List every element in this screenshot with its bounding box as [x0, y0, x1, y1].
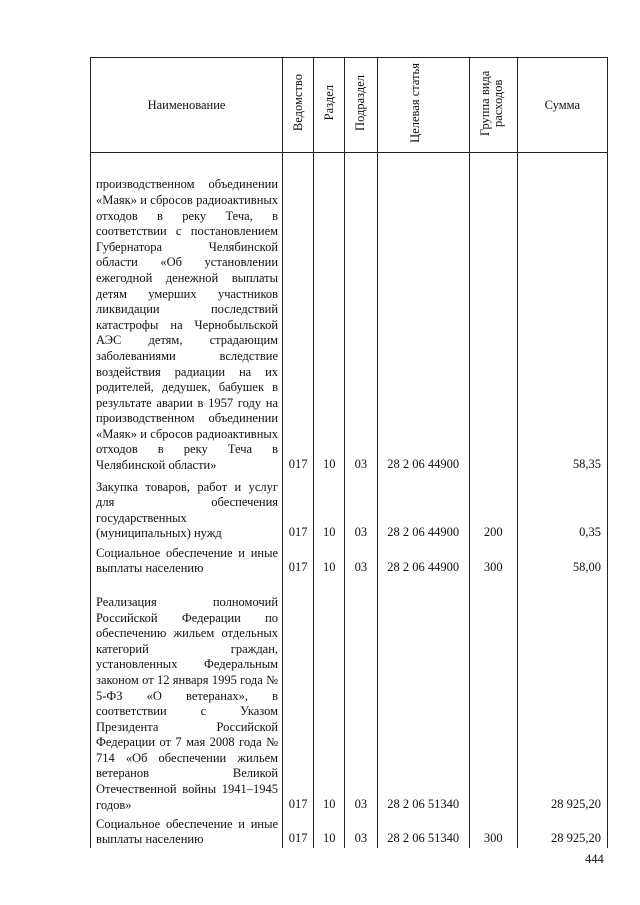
row-summa: 28 925,20 — [517, 577, 607, 814]
row-summa: 58,35 — [517, 153, 607, 474]
table-row — [91, 813, 608, 848]
table-header-row — [91, 58, 608, 153]
row-celevaya-statya: 28 2 06 51340 — [377, 813, 469, 848]
budget-table — [90, 57, 608, 848]
row-razdel: 10 — [314, 577, 345, 814]
row-name: Реализация полномочий Российской Федерации по обеспечению жильем отдельных категорий граждан, установленных Федеральным законом от 12 января 1995 года № 5-ФЗ «О ветеранах», в соответствии с Указом Президента Российской Федерации от 7 мая 2008 года № 714 «Об обеспечении жильем ветеранов Великой Отечественной войны 1941–1945 годов» — [91, 577, 283, 814]
row-vid-rashodov — [469, 577, 517, 814]
row-razdel: 10 — [314, 474, 345, 542]
row-razdel: 10 — [314, 813, 345, 848]
row-vedomstvo: 017 — [283, 474, 314, 542]
header-podrazdel: Подраздел — [345, 58, 377, 153]
row-vid-rashodov — [469, 153, 517, 474]
header-razdel: Раздел — [314, 58, 345, 153]
table-row — [91, 474, 608, 542]
row-podrazdel: 03 — [345, 474, 377, 542]
row-celevaya-statya: 28 2 06 51340 — [377, 577, 469, 814]
header-summa: Сумма — [517, 58, 607, 153]
row-summa: 58,00 — [517, 542, 607, 577]
table-row — [91, 577, 608, 814]
row-vedomstvo: 017 — [283, 577, 314, 814]
row-celevaya-statya: 28 2 06 44900 — [377, 474, 469, 542]
row-name: Социальное обеспечение и иные выплаты населению — [91, 813, 283, 848]
row-podrazdel: 03 — [345, 153, 377, 474]
page-number: 444 — [585, 852, 604, 866]
header-vid-rashodov: Группа вида расходов — [469, 58, 517, 153]
header-vedomstvo: Ведомство — [283, 58, 314, 153]
row-vid-rashodov: 200 — [469, 474, 517, 542]
table-row — [91, 542, 608, 577]
row-vedomstvo: 017 — [283, 542, 314, 577]
row-vedomstvo: 017 — [283, 813, 314, 848]
row-razdel: 10 — [314, 542, 345, 577]
row-celevaya-statya: 28 2 06 44900 — [377, 153, 469, 474]
row-name: Социальное обеспечение и иные выплаты населению — [91, 542, 283, 577]
header-name: Наименование — [91, 58, 283, 153]
row-summa: 28 925,20 — [517, 813, 607, 848]
row-vid-rashodov: 300 — [469, 542, 517, 577]
header-celevaya-statya: Целевая статья — [377, 58, 469, 153]
row-podrazdel: 03 — [345, 577, 377, 814]
row-podrazdel: 03 — [345, 542, 377, 577]
row-vid-rashodov: 300 — [469, 813, 517, 848]
row-summa: 0,35 — [517, 474, 607, 542]
row-name: производственном объединении «Маяк» и сбросов радиоактивных отходов в реку Теча, в соответствии с постановлением Губернатора Челябинской области «Об установлении ежегодной денежной выплаты детям умерших участников ликвидации последствий катастрофы на Чернобыльской АЭС детям, страдающим заболеваниями вследствие воздействия радиации на их родителей, дедушек, бабушек в результате аварии в 1957 году на производственном объединении «Маяк» и сбросов радиоактивных отходов в реку Теча в Челябинской области» — [91, 153, 283, 474]
row-razdel: 10 — [314, 153, 345, 474]
table-row — [91, 153, 608, 474]
row-celevaya-statya: 28 2 06 44900 — [377, 542, 469, 577]
row-podrazdel: 03 — [345, 813, 377, 848]
row-name: Закупка товаров, работ и услуг для обеспечения государственных (муниципальных) нужд — [91, 474, 283, 542]
row-vedomstvo: 017 — [283, 153, 314, 474]
